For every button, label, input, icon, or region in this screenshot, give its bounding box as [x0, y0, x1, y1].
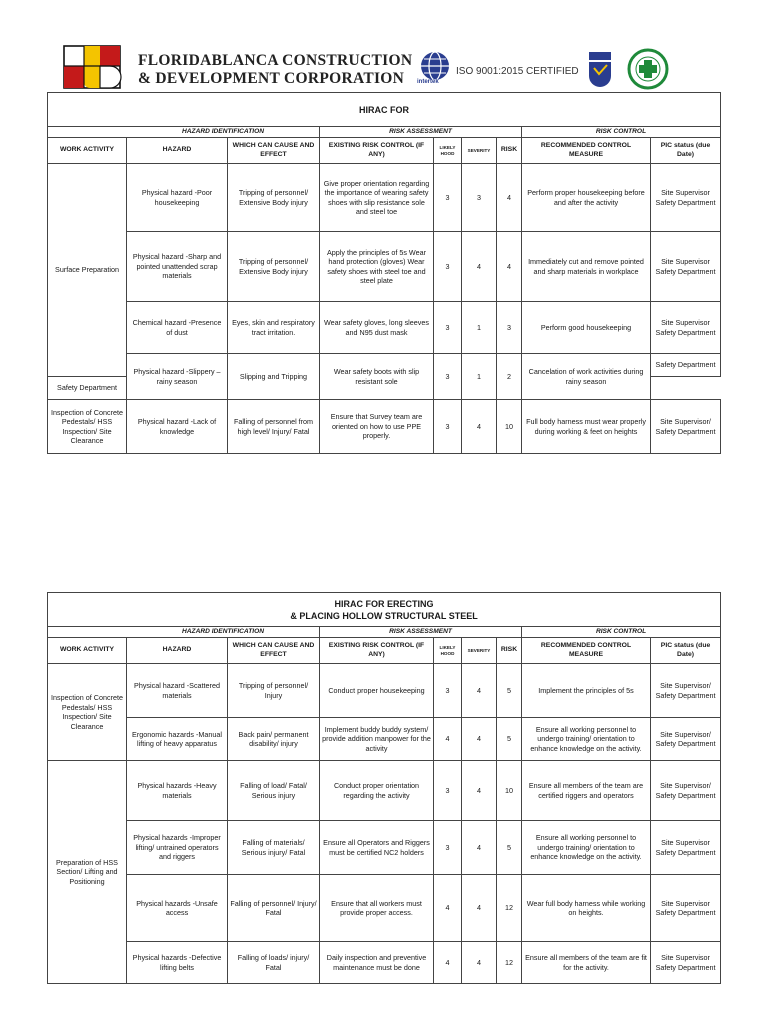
column-header-risk: RISK: [497, 638, 522, 664]
risk-cell: 2: [497, 354, 522, 400]
table-row: [48, 664, 721, 718]
effect-cell: Tripping of personnel/ Injury: [228, 664, 320, 718]
effect-cell: Falling of materials/ Serious injury/ Fatal: [228, 821, 320, 875]
hazard-cell: Physical hazard -Lack of knowledge: [127, 400, 228, 454]
group-header-risk-control: RISK CONTROL: [522, 127, 721, 138]
severity-cell: 4: [462, 875, 497, 942]
likelihood-cell: 4: [434, 718, 462, 761]
group-header-risk-control: RISK CONTROL: [522, 627, 721, 638]
control-cell: Ensure that Survey team are oriented on how to use PPE properly.: [320, 400, 434, 454]
table-row: [48, 821, 721, 875]
column-header-cause-effect: WHICH CAN CAUSE AND EFFECT: [228, 638, 320, 664]
control-cell: Wear safety gloves, long sleeves and N95 dust mask: [320, 302, 434, 354]
measure-cell: Implement the principles of 5s: [522, 664, 651, 718]
hazard-cell: Physical hazards -Improper lifting/ untrained operators and riggers: [127, 821, 228, 875]
pic-cell: Safety Department: [651, 354, 721, 377]
risk-cell: 5: [497, 718, 522, 761]
effect-cell: Tripping of personnel/ Extensive Body injury: [228, 232, 320, 302]
table-row: [48, 400, 721, 454]
header-spacer: [48, 627, 127, 638]
risk-cell: 10: [497, 761, 522, 821]
control-cell: Implement buddy buddy system/ provide addition manpower for the activity: [320, 718, 434, 761]
column-header-likelihood: LIKELY HOOD: [434, 638, 462, 664]
measure-cell: Ensure all working personnel to undergo training/ orientation to enhance knowledge on the activity.: [522, 821, 651, 875]
pic-cell: Site Supervisor/ Safety Department: [651, 400, 721, 454]
effect-cell: Falling of loads/ injury/ Fatal: [228, 942, 320, 984]
hazard-cell: Chemical hazard -Presence of dust: [127, 302, 228, 354]
hazard-cell: Ergonomic hazards -Manual lifting of heavy apparatus: [127, 718, 228, 761]
measure-cell: Full body harness must wear properly during working & feet on heights: [522, 400, 651, 454]
effect-cell: Falling of personnel from high level/ Injury/ Fatal: [228, 400, 320, 454]
measure-cell: Wear full body harness while working on heights.: [522, 875, 651, 942]
risk-cell: 4: [497, 232, 522, 302]
pic-cell: Site Supervisor Safety Department: [651, 821, 721, 875]
control-cell: Give proper orientation regarding the importance of wearing safety shoes with slip resistance sole and steel toe: [320, 164, 434, 232]
column-header-severity: SEVERITY: [462, 138, 497, 164]
pic-cell: Safety Department: [48, 377, 127, 400]
iso-certification: ISO 9001:2015 CERTIFIED: [456, 66, 579, 77]
group-header-hazard: HAZARD IDENTIFICATION: [127, 627, 320, 638]
hirac-table-2: [47, 592, 721, 984]
column-header-existing-control: EXISTING RISK CONTROL (IF ANY): [320, 138, 434, 164]
effect-cell: Tripping of personnel/ Extensive Body injury: [228, 164, 320, 232]
certification-badge-icon: [585, 50, 615, 90]
safety-first-icon: [622, 48, 674, 90]
column-header-severity: SEVERITY: [462, 638, 497, 664]
effect-cell: Falling of personnel/ Injury/ Fatal: [228, 875, 320, 942]
pic-cell: Site Supervisor Safety Department: [651, 164, 721, 232]
hazard-cell: Physical hazard -Poor housekeeping: [127, 164, 228, 232]
severity-cell: 4: [462, 232, 497, 302]
severity-cell: 3: [462, 164, 497, 232]
table-row: [48, 354, 721, 377]
likelihood-cell: 4: [434, 875, 462, 942]
severity-cell: 1: [462, 302, 497, 354]
severity-cell: 4: [462, 942, 497, 984]
work-activity-cell: Inspection of Concrete Pedestals/ HSS Inspection/ Site Clearance: [48, 664, 127, 761]
column-header-pic: PIC status (due Date): [651, 638, 721, 664]
hazard-cell: Physical hazard -Scattered materials: [127, 664, 228, 718]
pic-cell: Site Supervisor/ Safety Department: [651, 761, 721, 821]
table-row: [48, 875, 721, 942]
likelihood-cell: 3: [434, 232, 462, 302]
effect-cell: Slipping and Tripping: [228, 354, 320, 400]
control-cell: Daily inspection and preventive maintenance must be done: [320, 942, 434, 984]
severity-cell: 4: [462, 400, 497, 454]
measure-cell: Cancelation of work activities during rainy season: [522, 354, 651, 400]
pic-cell: Site Supervisor Safety Department: [651, 942, 721, 984]
group-header-risk-assessment: RISK ASSESSMENT: [320, 627, 522, 638]
table-row: [48, 942, 721, 984]
group-header-hazard: HAZARD IDENTIFICATION: [127, 127, 320, 138]
control-cell: Apply the principles of 5s Wear hand protection (gloves) Wear safety shoes with steel toe and steel plate: [320, 232, 434, 302]
pic-cell: Site Supervisor Safety Department: [651, 302, 721, 354]
effect-cell: Eyes, skin and respiratory tract irritation.: [228, 302, 320, 354]
severity-cell: 4: [462, 821, 497, 875]
column-header-pic: PIC status (due Date): [651, 138, 721, 164]
header-spacer: [48, 127, 127, 138]
likelihood-cell: 3: [434, 302, 462, 354]
likelihood-cell: 3: [434, 761, 462, 821]
risk-cell: 12: [497, 875, 522, 942]
column-header-existing-control: EXISTING RISK CONTROL (IF ANY): [320, 638, 434, 664]
measure-cell: Immediately cut and remove pointed and sharp materials in workplace: [522, 232, 651, 302]
company-header: [62, 44, 682, 92]
control-cell: Conduct proper housekeeping: [320, 664, 434, 718]
risk-cell: 10: [497, 400, 522, 454]
risk-cell: 3: [497, 302, 522, 354]
table-title-line1: HIRAC FOR ERECTING: [334, 598, 434, 609]
table-title: HIRAC FOR: [48, 93, 721, 127]
column-header-likelihood: LIKELY HOOD: [434, 138, 462, 164]
table-row: [48, 232, 721, 302]
hazard-cell: Physical hazards -Unsafe access: [127, 875, 228, 942]
pic-cell: Site Supervisor/ Safety Department: [651, 718, 721, 761]
work-activity-cell: Surface Preparation: [48, 164, 127, 377]
control-cell: Ensure that all workers must provide proper access.: [320, 875, 434, 942]
table-title-line2: & PLACING HOLLOW STRUCTURAL STEEL: [290, 610, 478, 621]
hazard-cell: Physical hazards -Defective lifting belts: [127, 942, 228, 984]
column-header-recommended: RECOMMENDED CONTROL MEASURE: [522, 638, 651, 664]
column-header-work-activity: WORK ACTIVITY: [48, 638, 127, 664]
risk-cell: 12: [497, 942, 522, 984]
severity-cell: 4: [462, 718, 497, 761]
table-title: [48, 593, 721, 627]
hirac-table-1: [47, 92, 721, 454]
risk-cell: 5: [497, 821, 522, 875]
likelihood-cell: 3: [434, 664, 462, 718]
likelihood-cell: 3: [434, 354, 462, 400]
measure-cell: Ensure all members of the team are certified riggers and operators: [522, 761, 651, 821]
hazard-cell: Physical hazard -Sharp and pointed unattended scrap materials: [127, 232, 228, 302]
likelihood-cell: 3: [434, 400, 462, 454]
effect-cell: Back pain/ permanent disability/ injury: [228, 718, 320, 761]
column-header-recommended: RECOMMENDED CONTROL MEASURE: [522, 138, 651, 164]
likelihood-cell: 3: [434, 821, 462, 875]
company-name-line2: & DEVELOPMENT CORPORATION: [138, 70, 405, 87]
column-header-work-activity: WORK ACTIVITY: [48, 138, 127, 164]
hazard-cell: Physical hazards -Heavy materials: [127, 761, 228, 821]
measure-cell: Perform proper housekeeping before and after the activity: [522, 164, 651, 232]
work-activity-cell: Preparation of HSS Section/ Lifting and Positioning: [48, 761, 127, 984]
company-name-line1: FLORIDABLANCA CONSTRUCTION: [138, 52, 413, 69]
column-header-risk: RISK: [497, 138, 522, 164]
hazard-cell: Physical hazard -Slippery –rainy season: [127, 354, 228, 400]
control-cell: Conduct proper orientation regarding the activity: [320, 761, 434, 821]
pic-cell: Site Supervisor Safety Department: [651, 875, 721, 942]
table-row: [48, 761, 721, 821]
table-row: [48, 718, 721, 761]
work-activity-cell: Inspection of Concrete Pedestals/ HSS Inspection/ Site Clearance: [48, 400, 127, 454]
control-cell: Ensure all Operators and Riggers must be certified NC2 holders: [320, 821, 434, 875]
table-row: [48, 302, 721, 354]
measure-cell: Ensure all members of the team are fit for the activity.: [522, 942, 651, 984]
column-header-cause-effect: WHICH CAN CAUSE AND EFFECT: [228, 138, 320, 164]
risk-cell: 4: [497, 164, 522, 232]
control-cell: Wear safety boots with slip resistant sole: [320, 354, 434, 400]
severity-cell: 1: [462, 354, 497, 400]
likelihood-cell: 3: [434, 164, 462, 232]
effect-cell: Falling of load/ Fatal/ Serious injury: [228, 761, 320, 821]
company-name: [138, 52, 412, 88]
column-header-hazard: HAZARD: [127, 638, 228, 664]
severity-cell: 4: [462, 761, 497, 821]
certifier-name: intertek: [417, 79, 439, 85]
measure-cell: Ensure all working personnel to undergo training/ orientation to enhance knowledge on the activity.: [522, 718, 651, 761]
likelihood-cell: 4: [434, 942, 462, 984]
risk-cell: 5: [497, 664, 522, 718]
table-row: [48, 164, 721, 232]
pic-cell: Site Supervisor Safety Department: [651, 232, 721, 302]
severity-cell: 4: [462, 664, 497, 718]
measure-cell: Perform good housekeeping: [522, 302, 651, 354]
globe-icon: [419, 50, 451, 82]
pic-cell: Site Supervisor/ Safety Department: [651, 664, 721, 718]
group-header-risk-assessment: RISK ASSESSMENT: [320, 127, 522, 138]
company-logo: [62, 44, 122, 90]
column-header-hazard: HAZARD: [127, 138, 228, 164]
